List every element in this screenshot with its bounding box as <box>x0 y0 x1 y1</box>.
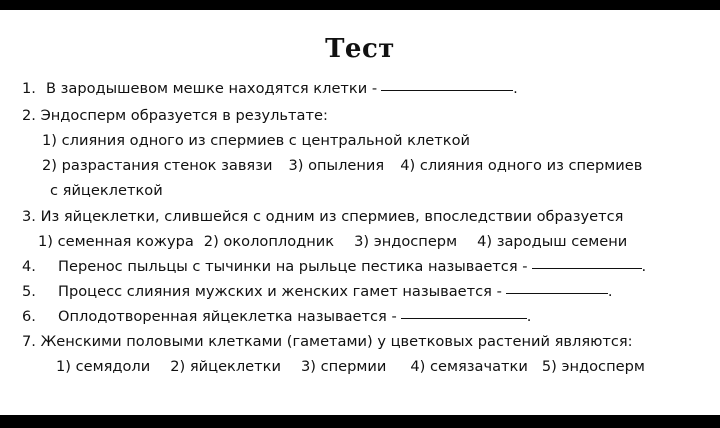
option-2: 2) яйцеклетки <box>170 358 281 375</box>
option-4: 4) зародыш семени <box>477 233 628 250</box>
question-number: 4. <box>22 258 36 275</box>
test-sheet <box>0 10 720 415</box>
question-2: 2. Эндосперм образуется в результате: <box>22 107 328 124</box>
question-text: Перенос пыльцы с тычинки на рыльце пестика называется - <box>58 258 528 275</box>
question-7-options-row <box>56 358 645 376</box>
option-4: 4) семязачатки <box>410 358 528 375</box>
question-2-option-4-continued: с яйцеклеткой <box>50 182 163 199</box>
option-2: 2) околоплодник <box>203 233 335 250</box>
question-end: . <box>641 258 647 275</box>
question-3-options-row <box>38 233 627 251</box>
question-text: Процесс слияния мужских и женских гамет называется - <box>58 283 502 300</box>
question-end: . <box>526 308 532 325</box>
answer-blank <box>532 267 642 269</box>
answer-blank <box>381 89 513 91</box>
question-text: В зародышевом мешке находятся клетки - <box>46 80 378 97</box>
option-3: 3) спермии <box>300 358 387 375</box>
page-title: Тест <box>325 34 395 64</box>
option-2: 2) разрастания стенок завязи <box>42 157 273 174</box>
option-3: 3) опыления <box>288 157 385 174</box>
question-end: . <box>513 80 518 97</box>
question-2-option-1: 1) слияния одного из спермиев с центральной клеткой <box>42 132 471 149</box>
option-1: 1) семенная кожура <box>38 233 194 250</box>
question-end: . <box>607 283 613 300</box>
question-number: 6. <box>22 308 36 325</box>
question-5 <box>22 283 612 301</box>
question-7: 7. Женскими половыми клетками (гаметами) у цветковых растений являются: <box>22 333 633 350</box>
option-1: 1) семядоли <box>56 358 151 375</box>
option-3: 3) эндосперм <box>354 233 458 250</box>
question-2-options-row <box>42 157 642 175</box>
answer-blank <box>506 292 608 294</box>
question-1 <box>22 80 518 98</box>
question-3: 3. Из яйцеклетки, слившейся с одним из спермиев, впоследствии образуется <box>22 208 624 225</box>
option-4: 4) слияния одного из спермиев <box>400 157 643 174</box>
answer-blank <box>401 317 527 319</box>
question-6 <box>22 308 531 326</box>
question-number: 1. <box>22 80 36 97</box>
question-text: Оплодотворенная яйцеклетка называется - <box>58 308 397 325</box>
question-4 <box>22 258 646 276</box>
question-number: 5. <box>22 283 36 300</box>
option-5: 5) эндосперм <box>541 358 645 375</box>
